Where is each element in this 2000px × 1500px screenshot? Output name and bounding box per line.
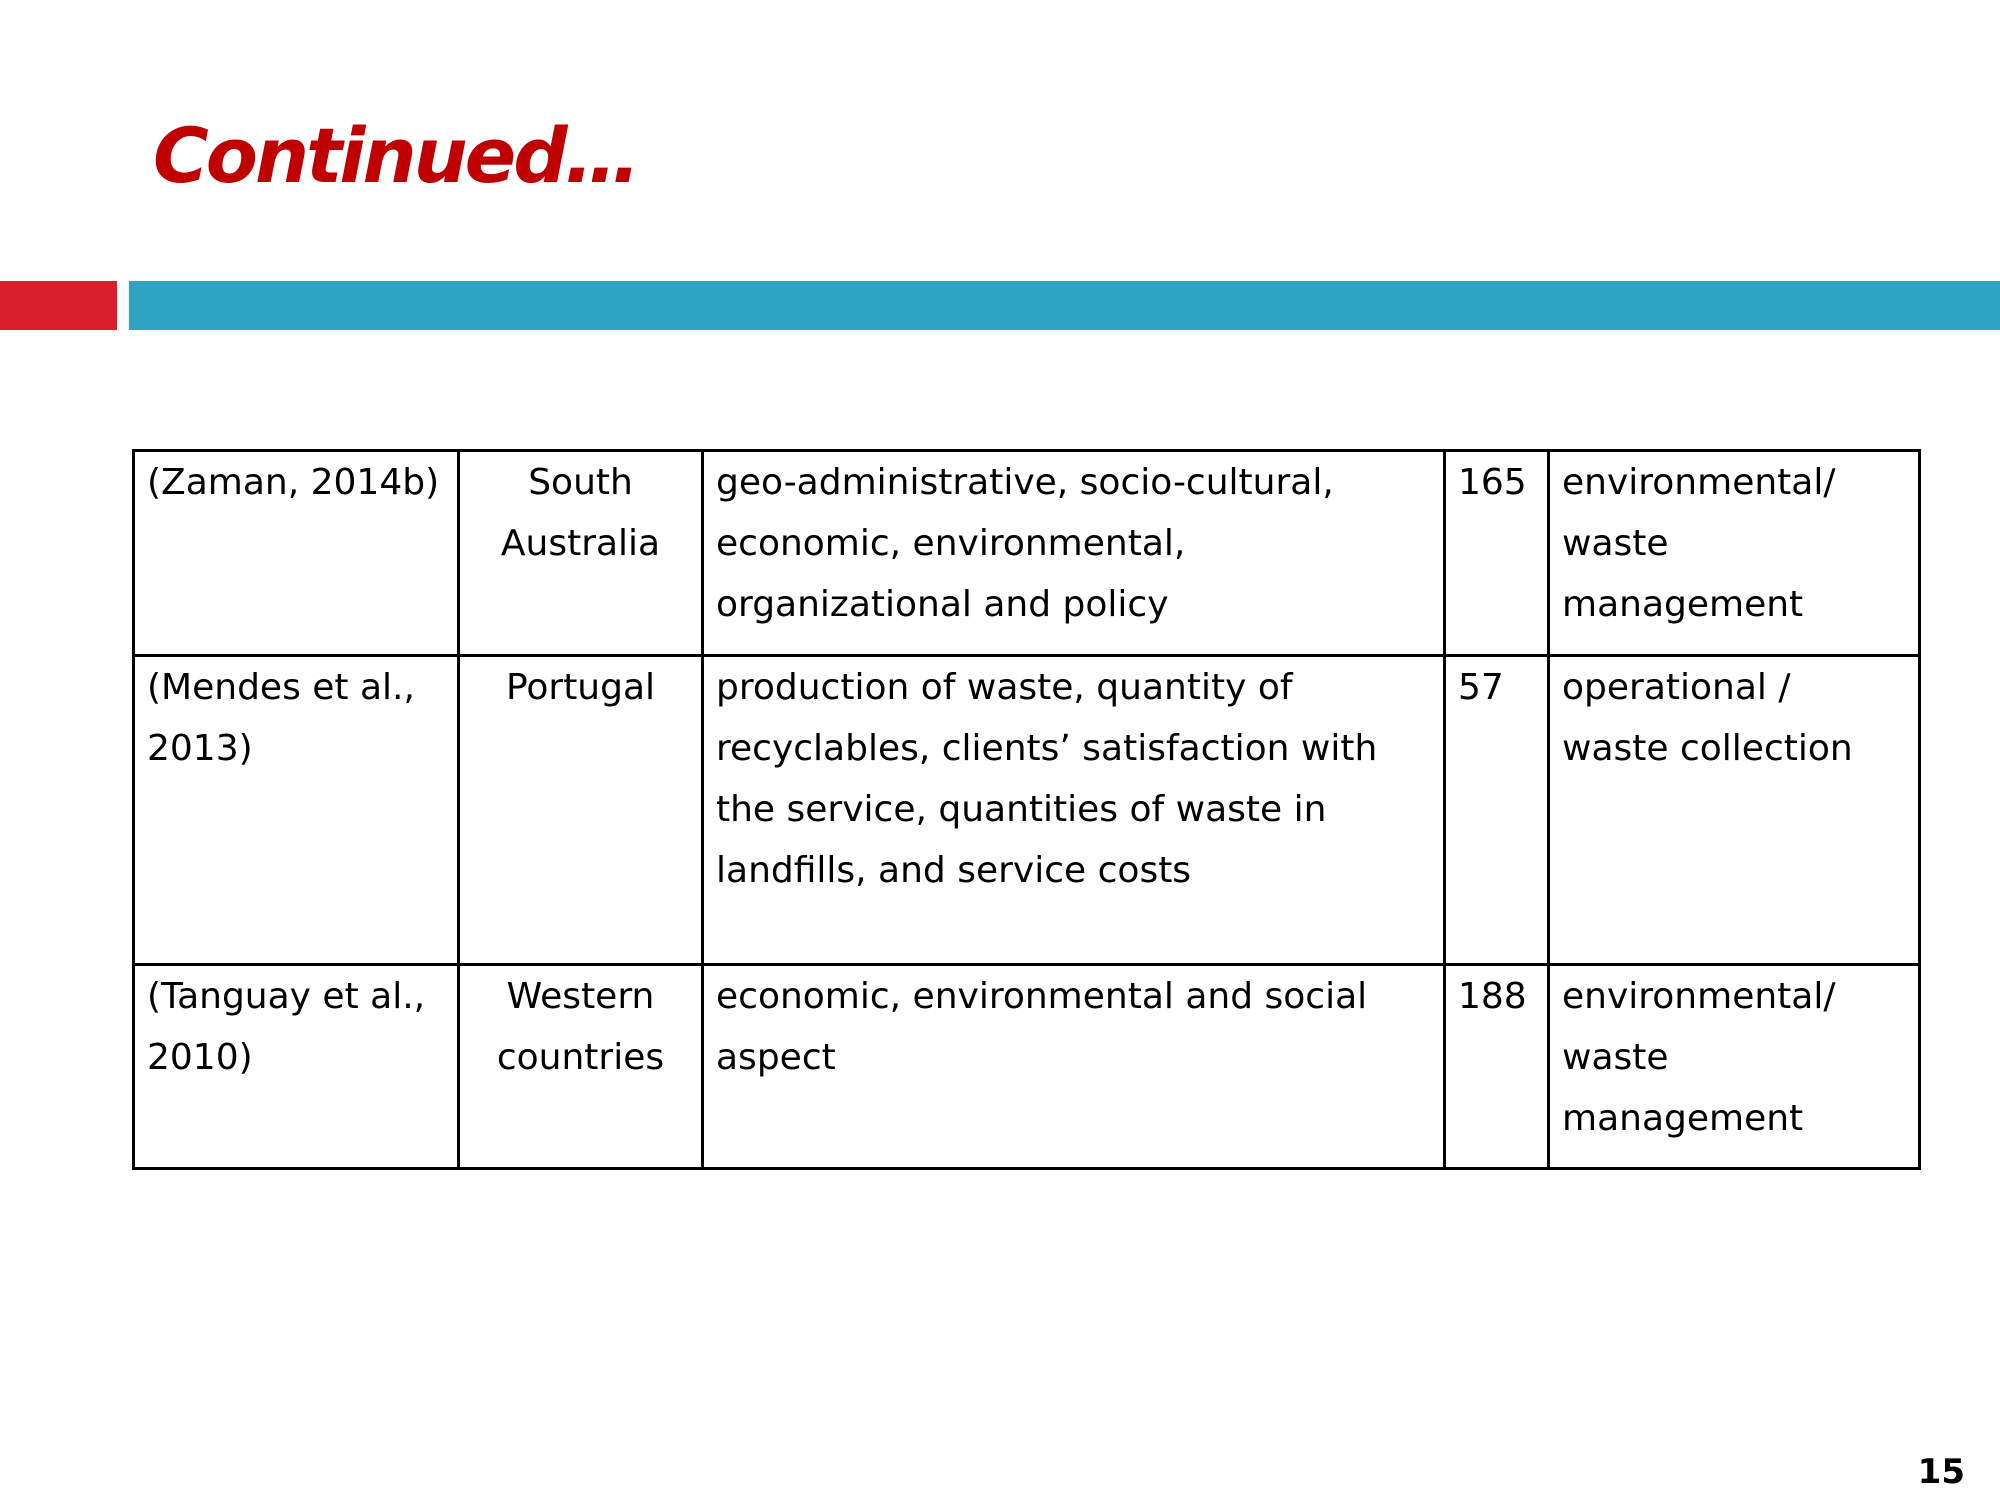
reference-cell: (Zaman, 2014b) [134,451,459,656]
count-cell: 165 [1445,451,1549,656]
accent-bar-red [0,281,117,330]
reference-cell: (Mendes et al., 2013) [134,656,459,965]
focus-cell: operational / waste collection [1549,656,1920,965]
slide-title: Continued… [153,111,638,200]
table-row [134,656,1920,965]
indicators-table [132,449,1921,1170]
indicators-cell: geo-administrative, socio-cultural, economic, environmental, organizational and policy [703,451,1445,656]
focus-cell: environmental/ waste management [1549,965,1920,1169]
table-row [134,965,1920,1169]
location-cell: Portugal [459,656,703,965]
indicators-cell: economic, environmental and social aspect [703,965,1445,1169]
accent-bar-blue [129,281,2000,330]
page-number: 15 [1917,1452,1965,1492]
count-cell: 57 [1445,656,1549,965]
reference-cell: (Tanguay et al., 2010) [134,965,459,1169]
location-cell: Western countries [459,965,703,1169]
indicators-cell: production of waste, quantity of recyclables, clients’ satisfaction with the service, quantities of waste in landfills, and service costs [703,656,1445,965]
count-cell: 188 [1445,965,1549,1169]
location-cell: South Australia [459,451,703,656]
table-row [134,451,1920,656]
focus-cell: environmental/ waste management [1549,451,1920,656]
